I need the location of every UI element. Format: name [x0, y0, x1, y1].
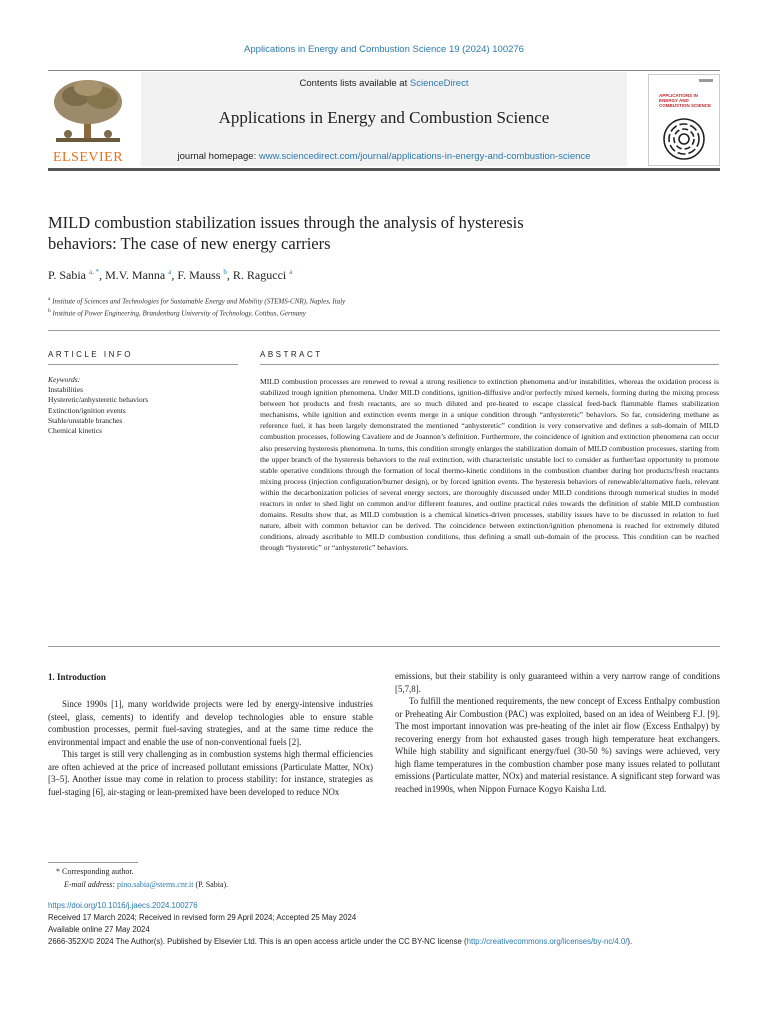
paragraph: emissions, but their stability is only guaranteed within a very narrow range of conditions [5,7,8]. — [395, 671, 720, 694]
author-affil-mark[interactable]: b — [223, 268, 227, 276]
footnote-mark: * — [56, 867, 60, 876]
email-suffix: (P. Sabia). — [193, 880, 229, 889]
homepage-link[interactable]: www.sciencedirect.com/journal/applications-in-energy-and-combustion-science — [258, 151, 591, 162]
license-prefix: 2666-352X/© 2024 The Author(s). Published by Elsevier Ltd. This is an open access article under the CC BY-NC license ( — [48, 937, 467, 946]
cover-badge — [699, 79, 713, 82]
contents-line — [141, 78, 627, 89]
keyword-item: Extinction/ignition events — [48, 405, 126, 415]
header-bottom-rule — [48, 168, 720, 171]
author-affil-mark[interactable]: a — [168, 268, 172, 276]
affiliation-text: Institute of Power Engineering, Brandenburg University of Technology, Cottbus, Germany — [52, 309, 306, 318]
cover-title: APPLICATIONS IN ENERGY AND COMBUSTION SCIENCE — [659, 93, 712, 108]
journal-homepage — [141, 151, 627, 162]
doi-link[interactable]: https://doi.org/10.1016/j.jaecs.2024.100276 — [48, 901, 198, 910]
body-column-right — [395, 670, 720, 795]
abstract-heading: ABSTRACT — [260, 350, 323, 359]
article-info-rule — [48, 364, 238, 365]
keyword-item: Chemical kinetics — [48, 426, 102, 436]
paragraph: Since 1990s [1], many worldwide projects were led by energy-intensive industries (steel, glass, cements) to identify and develop technologies able to ensure stable combustion processes, permit fuel-saving strategies, and at the same time reduce the environmental impact and enable the use of non-conventional fuels [2]. — [48, 699, 373, 747]
corresponding-author-note — [56, 867, 134, 876]
body-column-left — [48, 698, 373, 798]
abstract-body: MILD combustion processes are renewed to reveal a strong resilience to extinction phenomena and/or instabilities, whereas the oxidation process is stabilized trough ignition phenomena. Under MILD conditions, ignition-diffusive and/or perfectly mixed kernels, forming during the mixing process between hot products and fresh reactants, are so much diluted and pre-heated to escape classical feed-back flammable flames stabilization mechanisms, while ignition and extinction events merge in a unique condition through “anhysteretic” behaviors. So far, considering methane as reference fuel, it has been largely demonstrated the mentioned “anhysteretic” condition is very conservative and defines a sub-domain of MILD combustion processes, following Cavaliere and de Joannon’s definition. Furthermore, the coincidence of ignition and extinction phenomena can occur also preserving hysteresis phenomena. In turns, this condition strongly enlarges the stabilization domain of MILD combustion processes, starting from the upper branch of the hysteresis behaviors to the real extinction, with characteristic unstable loci to consider as further/last opportunity to promote stable operative conditions through the formation of local thermo-kinetic conditions in the combustion chamber during hot products/fresh reactants mixing process (injection configuration/burner design), or by forced ignition events. The hysteresis behaviors of renewable/alternative fuels, relevant within the decarbonization policies of several energy sectors, are thoroughly discussed under MILD conditions through numerical studies in model reactors in order to shed light on common and/or different features, and outline practical rules towards the definition of stable MILD combustion domains. Results show that, as MILD combustion is a chemical kinetics-driven processes, stability issues have to be discussed in relation to fuel nature, albeit with common behavior can be derived. The coincidence between extinction/ignition phenomena is reached for extremely diluted conditions, already ascribable to MILD combustion conditions, thus defining a small sub-domain of the process. This condition can be reached through “hysteretic” or “anhysteretic” behaviors. — [260, 377, 719, 553]
email-label: E-mail address: — [64, 880, 118, 889]
received-dates: Received 17 March 2024; Received in revised form 29 April 2024; Accepted 25 May 2024 — [48, 913, 357, 922]
license-statement — [48, 936, 720, 947]
journal-cover-thumbnail[interactable] — [648, 74, 720, 166]
paper-title-line2: behaviors: The case of new energy carriers — [48, 234, 331, 253]
keywords-label: Keywords: — [48, 375, 81, 384]
article-info-heading: ARTICLE INFO — [48, 350, 133, 359]
journal-citation[interactable]: Applications in Energy and Combustion Science 19 (2024) 100276 — [244, 44, 524, 55]
email-note — [64, 880, 228, 889]
affiliation-mark: b — [48, 308, 51, 314]
keyword-item: Stable/unstable branches — [48, 415, 123, 425]
license-link[interactable]: http://creativecommons.org/licenses/by-nc/4.0/ — [466, 937, 628, 946]
available-online: Available online 27 May 2024 — [48, 925, 150, 934]
paragraph: This target is still very challenging as in combustion systems high thermal efficiencies are often achieved at the price of increased pollutant emissions (Particulate Matter, NOx) [3–5]. Another issue may come in relation to process stability: for instance, strategies as fuel-staging [6], air-staging or lean-premixed have been developed to reduce NOx — [48, 749, 373, 797]
author-name[interactable]: R. Ragucci — [232, 268, 287, 282]
keyword-item: Instabilities — [48, 385, 83, 395]
journal-title: Applications in Energy and Combustion Science — [218, 108, 550, 127]
section-top-rule — [48, 330, 720, 331]
contents-prefix: Contents lists available at — [299, 78, 410, 89]
header-top-rule — [48, 70, 720, 71]
doi-line — [48, 900, 720, 911]
author-affil-mark[interactable]: a — [289, 268, 293, 276]
paragraph: To fulfill the mentioned requirements, the new concept of Excess Enthalpy combustion or Preheating Air Combustion (PAC) was exploited, based on an idea of Weinberg F.J. [9]. The most important innovation was pre-heating of the inlet air flow (Excess Enthalpy) by recovering energy from hot exhausted gases trough high temperature heat exchangers. While high stability and significant energy/fuel (30-50 %) savings were achieved, very high flame temperatures in the combustion chamber pose many issues related to pollutant emissions (Particulate matter, NOx) and material resistance. A significant step forward was reached in1990s, when Nippon Furnace Kogyo Kaisha Ltd. — [395, 696, 720, 794]
abstract-bottom-rule — [48, 646, 720, 647]
author-name[interactable]: F. Mauss — [177, 268, 221, 282]
introduction-heading: 1. Introduction — [48, 672, 106, 682]
affiliation-b — [48, 308, 306, 317]
cover-maze-graphic — [661, 117, 707, 161]
keywords-block — [48, 375, 238, 436]
author-name[interactable]: M.V. Manna — [105, 268, 166, 282]
sciencedirect-link[interactable]: ScienceDirect — [409, 78, 469, 89]
author-name[interactable]: P. Sabia — [48, 268, 87, 282]
email-link[interactable]: pino.sabia@stems.cnr.it — [117, 880, 194, 889]
affiliation-text: Institute of Sciences and Technologies for Sustainable Energy and Mobility (STEMS-CNR), Naples, Italy — [52, 297, 346, 306]
paper-title — [48, 212, 668, 254]
license-suffix: ). — [627, 937, 633, 946]
abstract-rule — [260, 364, 719, 365]
paper-title-line1: MILD combustion stabilization issues through the analysis of hysteresis — [48, 213, 524, 232]
affiliation-a — [48, 296, 345, 305]
author-affil-mark[interactable]: a, * — [89, 268, 100, 276]
keyword-item: Hysteretic/anhysteretic behaviors — [48, 395, 149, 405]
author-list: P. Sabia $^{a, *}$, M.V. Manna $^a$, F. Mauss $^b$, R. Ragucci $^a$ — [48, 268, 293, 282]
footnote-rule — [48, 862, 138, 863]
footnote-text: Corresponding author. — [62, 867, 134, 876]
homepage-prefix: journal homepage: — [177, 151, 259, 162]
affiliation-mark: a — [48, 296, 51, 302]
elsevier-wordmark: ELSEVIER — [52, 150, 124, 165]
